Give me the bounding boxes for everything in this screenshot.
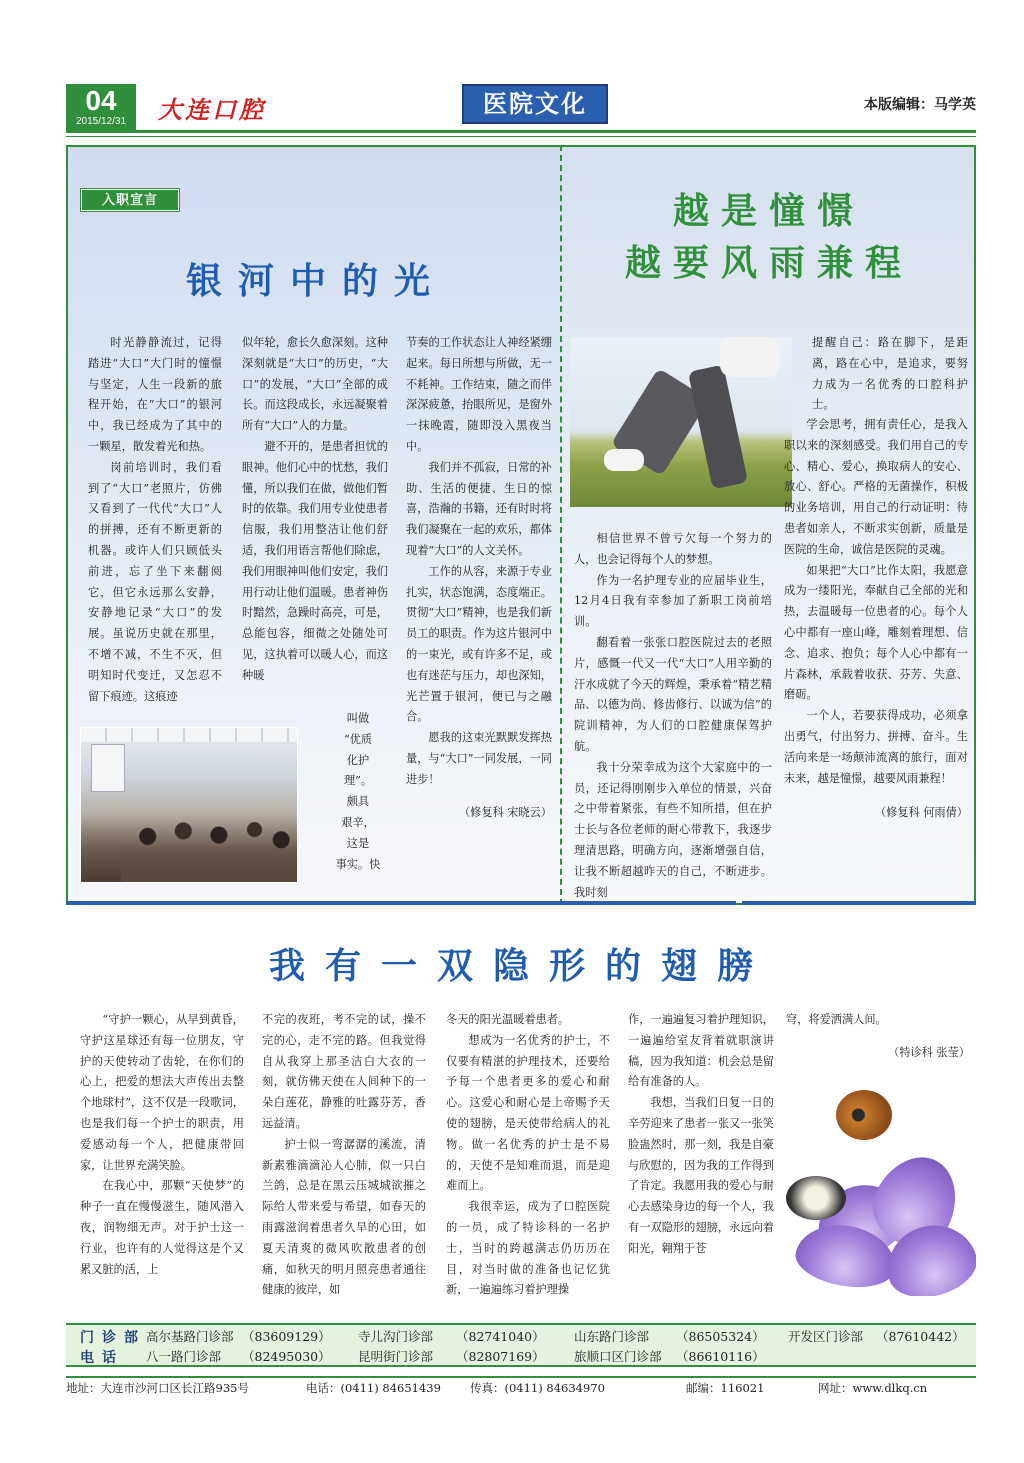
paragraph: 岗前培训时，我们看到了“大口”老照片，仿佛又看到了一代代“大口”人的拼搏，还有不断更新的机器。或许人们只顾低头前进，忘了坐下来翻阅它，但它永远那么安静，安静地记录“大口”的发展。虽说历史就在那里，不增不减，不生不灭，但明知时代变迁，又怎忍不留下痕迹。这痕迹 xyxy=(88,460,222,703)
classroom-photo xyxy=(80,727,298,883)
wings-column-5 xyxy=(786,1010,970,1064)
paragraph: 如果把“大口”比作太阳，我愿意成为一缕阳光，奉献自己全部的光和热，去温暖每一位患者的心。每个人心中都有一座山峰，雕刻着理想、信念、追求、抱负；每个人心中都有一片森林，承载着收获、芬芳、失意、磨砺。 xyxy=(784,563,968,702)
clinic-phone: （82741040） xyxy=(456,1329,545,1344)
paragraph: 事实。快 xyxy=(335,857,381,871)
article-tag: 入职宣言 xyxy=(81,189,179,211)
paragraph: 避不开的，是患者担忧的眼神。他们心中的忧愁，我们懂，所以我们在做，做他们暂时的依靠。我们用专业使患者信服，我们用整洁让他们舒适，我们用语言帮他们除虑，我们用眼神叫他们安定，我们用行动让他们温暖。患者神伤时黯然，急躁时高亮，可是，总能包容，细微之处随处可见，这执着可以暖人心，而这种暖 xyxy=(242,439,388,682)
footer-address: 地址：大连市沙河口区长江路935号 xyxy=(66,1381,249,1395)
paragraph: 工作的从容，来源于专业扎实，状态饱满，态度端正。贯彻“大口”精神，也是我们新员工的职责。作为这片银河中的一束光，或有许多不足，或也有迷茫与压力，却也深知，光芒置于银河，便已与之融合。 xyxy=(406,564,552,724)
clinic-phone: （87610442） xyxy=(876,1329,965,1344)
page-editor: 本版编辑：马学英 xyxy=(864,97,976,113)
butterfly-icon xyxy=(786,1176,846,1220)
paragraph: 冬天的阳光温暖着患者。 xyxy=(446,1013,570,1026)
paragraph: 想成为一名优秀的护士，不仅要有精湛的护理技术，还要给予每一个患者更多的爱心和耐心。这爱心和耐心是上帝赐予天使的翅膀，是天使带给病人的礼物。做一名优秀的护士是不易的，天使不是知难而退，而是迎难而上。 xyxy=(446,1033,610,1193)
paragraph: 翻看着一张张口腔医院过去的老照片，感慨一代又一代“大口”人用辛勤的汗水成就了今天的辉煌，秉承着“精艺精品、以德为尚、修齿修行、以诚为信”的院训精神，为人们的口腔健康保驾护航。 xyxy=(574,635,772,753)
wings-column-3 xyxy=(446,1010,610,1301)
header-rule xyxy=(66,130,976,133)
section-title: 医院文化 xyxy=(462,84,608,124)
walking-photo xyxy=(570,337,792,507)
paragraph: 我十分荣幸成为这个大家庭中的一员，还记得刚刚步入单位的情景，兴奋之中带着紧张，有些不知所措，但在护士长与各位老师的耐心带教下，我逐步理清思路，明确方向，逐渐增强自信，让我不断超越昨天的自己，不断进步。我时刻 xyxy=(574,760,772,899)
paragraph: 提醒自己：路在脚下，是距离，路在心中，是追求，要努力成为一名优秀的口腔科护士。 xyxy=(812,336,968,412)
galaxy-column-3 xyxy=(406,333,552,823)
paragraph: 相信世界不曾亏欠每一个努力的人，也会记得每个人的梦想。 xyxy=(574,532,772,566)
clinic-phone-table xyxy=(66,1323,976,1367)
page-number: 04 xyxy=(85,85,117,116)
clinic-name: 旅顺口区门诊部 xyxy=(574,1349,662,1364)
paragraph: 我们并不孤寂，日常的补助、生活的便捷、生日的惊喜，浩瀚的书籍，还有时时将我们凝聚在一起的欢乐，都体现着“大口”的人文关怀。 xyxy=(406,460,552,557)
paragraph: “守护一颗心，从早到黄昏，守护这星球还有每一位朋友，守护的天使转动了齿轮，在你们的心上，把爱的想法大声传出去整个地球村”，这不仅是一段歌词，也是我们每一个护士的职责，用爱感动每一个人，把健康带回家，让世界充满笑脸。 xyxy=(80,1013,244,1172)
paragraph: 作，一遍遍复习着护理知识，一遍遍给室友背着就职演讲稿，因为我知道：机会总是留给有准备的人。 xyxy=(628,1013,774,1089)
clinic-name: 高尔基路门诊部 xyxy=(146,1329,234,1344)
paragraph: 这是 xyxy=(346,836,370,850)
paragraph: 在我心中，那颗“天使梦”的种子一直在慢慢滋生，随风潜入夜，润物细无声。对于护士这一行业，也许有的人觉得这是个又累又脏的活，上 xyxy=(80,1179,244,1276)
paragraph: 护士似一弯潺潺的溪流，清新素雅滴滴沁人心肺，似一只白兰鸽，总是在黑云压城城欲摧之际给人带来爱与希望，如春天的雨露滋润着患者久旱的心田，如夏天清爽的微风吹散患者的创痛，如秋天的明月照亮患者通往健康的彼岸，如 xyxy=(262,1137,426,1297)
galaxy-column-1 xyxy=(88,333,222,707)
page-header xyxy=(66,84,976,130)
galaxy-column-2 xyxy=(242,333,388,687)
article-title-yearning xyxy=(562,185,976,289)
yearning-column-left xyxy=(574,529,772,903)
clinic-name: 开发区门诊部 xyxy=(788,1329,864,1344)
paragraph: 化护 xyxy=(346,753,370,767)
yearning-column-right-top xyxy=(812,333,968,416)
issue-date: 2015/12/31 xyxy=(75,116,127,127)
wings-column-1 xyxy=(80,1010,244,1280)
paragraph: 一个人，若要获得成功，必须拿出勇气，付出努力、拼搏、奋斗。生活向来是一场颠沛流离的旅行，面对未来，越是憧憬，越要风雨兼程！ xyxy=(784,709,968,785)
clinic-phone: （86610116） xyxy=(676,1349,765,1364)
footer-tel: 电话：(0411) 84651439 xyxy=(306,1381,441,1395)
blue-rule-right xyxy=(742,901,976,905)
paragraph: 似年轮，愈长久愈深刻。这种深刻就是“大口”的历史，“大口”的发展，“大口”全部的成长。而这段成长，永远凝聚着所有“大口”人的力量。 xyxy=(242,336,388,433)
article-title-galaxy: 银河中的光 xyxy=(185,260,446,302)
clinic-phone: （83609129） xyxy=(242,1329,331,1344)
paragraph: 我很幸运，成为了口腔医院的一员，成了特诊科的一名护士，当时的跨越满志仍历历在目，对当时做的准备也记忆犹新，一遍遍练习着护理操 xyxy=(446,1200,610,1297)
butterfly-icon xyxy=(836,1090,892,1140)
paragraph: 节奏的工作状态让人神经紧绷起来。每日所想与所做，无一不耗神。工作结束，随之而伴深深疲惫，抬眼所见，是窗外一抹晚霞，随即没入黑夜当中。 xyxy=(406,336,552,453)
clinic-phone: （82807169） xyxy=(456,1349,545,1364)
clinic-label: 门诊部 xyxy=(80,1330,146,1346)
phone-label: 电话 xyxy=(80,1350,124,1366)
paragraph: 不完的夜班，考不完的试，操不完的心，走不完的路。但我觉得自从我穿上那圣洁白大衣的一刻，就仿佛天使在人间种下的一朵白莲花，静雅的吐露芬芳，香远益清。 xyxy=(262,1013,426,1130)
flower-butterfly-illustration xyxy=(776,1076,976,1296)
paragraph: 学会思考，拥有责任心，是我入职以来的深刻感受。我们用自己的专心、精心、爱心，换取病人的安心、放心、舒心。严格的无菌操作，积极的业务培训，用自己的行动证明：待患者如亲人，不断求实创新，质量是医院的生命，诚信是医院的灵魂。 xyxy=(784,418,968,556)
clinic-phone: （86505324） xyxy=(676,1329,765,1344)
wings-column-2 xyxy=(262,1010,426,1301)
footer-website: 网址：www.dlkq.cn xyxy=(818,1381,928,1395)
clinic-name: 八一路门诊部 xyxy=(146,1349,222,1364)
clinic-phone: （82495030） xyxy=(242,1349,331,1364)
author: （特诊科 张莹） xyxy=(888,1045,970,1059)
top-articles xyxy=(66,145,976,905)
paragraph: 穹，将爱洒满人间。 xyxy=(786,1013,887,1026)
header-rule-thin xyxy=(66,136,976,137)
paragraph: 愿我的这束光默默发挥热量，与“大口”一同发展，一同进步！ xyxy=(406,731,552,786)
footer-fax: 传真：(0411) 84634970 xyxy=(470,1381,605,1395)
paragraph: 作为一名护理专业的应届毕业生，12月4日我有幸参加了新职工岗前培训。 xyxy=(574,573,772,629)
footer-rule xyxy=(66,1376,976,1378)
paragraph: 时光静静流过，记得踏进“大口”大门时的憧憬与坚定，人生一段新的旅程开始，在“大口”的银河中，我已经成为了其中的一颗星，散发着光和热。 xyxy=(88,336,222,453)
article-title-wings: 我有一双隐形的翅膀 xyxy=(268,945,773,987)
paragraph: 颇具 xyxy=(346,795,370,809)
clinic-name: 山东路门诊部 xyxy=(574,1329,650,1344)
paragraph: 叫做 xyxy=(346,712,370,725)
clinic-name: 寺儿沟门诊部 xyxy=(358,1329,434,1344)
title-line-1: 越是憧憬 xyxy=(672,190,865,232)
yearning-column-right xyxy=(784,415,968,824)
paragraph: 艰辛， xyxy=(341,815,375,829)
author: （修复科 何雨倩） xyxy=(874,806,968,820)
page-number-box xyxy=(66,84,136,130)
newspaper-name: 大连口腔 xyxy=(158,95,266,124)
wings-column-4 xyxy=(628,1010,774,1260)
author: （修复科 宋晓云） xyxy=(458,805,552,819)
clinic-name: 昆明街门诊部 xyxy=(358,1349,434,1364)
paragraph: 理”。 xyxy=(343,774,373,788)
footer-zip: 邮编：116021 xyxy=(686,1381,765,1395)
galaxy-column-2-narrow xyxy=(328,709,388,875)
paragraph: 我想，当我们日复一日的辛劳迎来了患者一张又一张笑脸蛊然时，那一刻，我是自豪与欣慰的，因为我的工作得到了肯定。我愿用我的爱心与耐心去感染身边的每一个人，我有一双隐形的翅膀，永远向着阳光，翱翔于苍 xyxy=(628,1096,774,1255)
title-line-2: 越要风雨兼程 xyxy=(624,242,913,284)
paragraph: “优质 xyxy=(343,732,373,746)
